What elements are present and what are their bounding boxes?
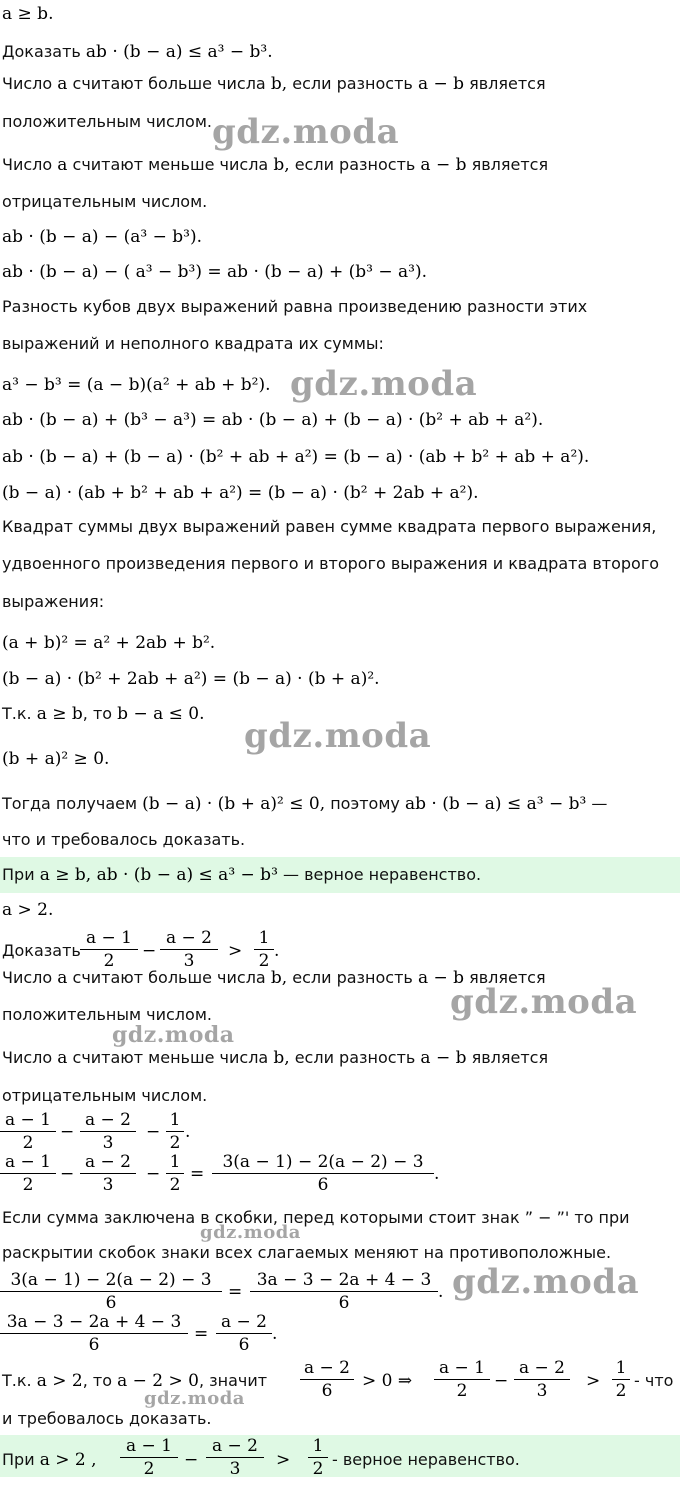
- fraction-bar: [0, 1131, 56, 1132]
- fraction: [254, 928, 274, 971]
- period: .: [438, 1282, 444, 1302]
- text-fragment: , значит: [198, 1371, 268, 1390]
- numerator: a − 2: [518, 1358, 565, 1378]
- numerator: a − 1: [85, 928, 132, 948]
- equation-step5: ab · (b − a) + (b − a) · (b² + ab + a²) = (b − a) · (ab + b² + ab + a²).: [2, 447, 590, 467]
- fraction-bar: [254, 949, 274, 950]
- text-fragment: считают больше числа: [72, 968, 266, 987]
- definition-less-line2: отрицательным числом.: [2, 192, 208, 211]
- math-fragment: a ≥ b: [36, 704, 83, 724]
- definition-greater-line2-2: положительным числом.: [2, 1005, 212, 1024]
- text-fragment: считают больше числа: [72, 74, 266, 93]
- math-fragment: ab · (b − a) ≤ a³ − b³: [404, 794, 587, 814]
- equation-cubes: a³ − b³ = (a − b)(a² + ab + b²).: [2, 375, 271, 395]
- fraction: [80, 1110, 136, 1153]
- watermark-logo: gdz.moda: [244, 716, 432, 756]
- definition-greater-line1: [2, 73, 678, 95]
- text-fragment: При: [2, 865, 35, 884]
- equation-square: (a + b)² = a² + 2ab + b².: [2, 633, 216, 653]
- fraction: [0, 1270, 222, 1313]
- fraction-bar: [206, 1457, 264, 1458]
- equals-sign: =: [190, 1164, 205, 1184]
- numerator: a − 1: [125, 1436, 172, 1456]
- text-fragment: если разность: [294, 1048, 416, 1067]
- equation-expanded: ab · (b − a) − ( a³ − b³) = ab · (b − a) + (b³ − a³).: [2, 262, 428, 282]
- answer-2-start: [2, 1449, 118, 1471]
- text-fragment: если разность: [292, 74, 413, 93]
- numerator: a − 2: [220, 1312, 267, 1332]
- text-fragment: если разность: [294, 155, 416, 174]
- fraction-bar: [308, 1457, 328, 1458]
- square-rule-line3: выражения:: [2, 592, 105, 611]
- numerator: a − 2: [303, 1358, 350, 1378]
- denominator: 2: [312, 1459, 324, 1479]
- watermark-logo: gdz.moda: [112, 1022, 235, 1048]
- fraction: [300, 1358, 354, 1401]
- text-fragment: если разность: [292, 968, 413, 987]
- text-fragment: , то: [82, 1371, 112, 1390]
- numerator: a − 2: [84, 1152, 131, 1172]
- period: .: [272, 1324, 278, 1344]
- fraction: [120, 1436, 178, 1479]
- fraction-bar: [80, 949, 138, 950]
- denominator: 6: [317, 1175, 329, 1195]
- numerator: a − 1: [4, 1110, 51, 1130]
- numerator: 3(a − 1) − 2(a − 2) − 3: [222, 1152, 424, 1172]
- equation-difference: ab · (b − a) − (a³ − b³).: [2, 227, 202, 247]
- text-fragment: Т.к.: [2, 704, 32, 723]
- fraction: [216, 1312, 272, 1355]
- fraction: [514, 1358, 570, 1401]
- denominator: 2: [169, 1133, 181, 1153]
- definition-less-line2-2: отрицательным числом.: [2, 1086, 208, 1105]
- fraction: [160, 928, 218, 971]
- minus-sign: −: [494, 1371, 509, 1391]
- fraction: [0, 1152, 56, 1195]
- math-fragment: a ≥ b, ab · (b − a) ≤ a³ − b³: [39, 865, 278, 885]
- text-fragment: является: [471, 155, 549, 174]
- numerator: 1: [312, 1436, 324, 1456]
- conclusion-line1: [2, 793, 678, 815]
- fraction: [0, 1110, 56, 1153]
- math-fragment: a: [57, 968, 68, 988]
- minus-sign: −: [142, 941, 157, 961]
- watermark-logo: gdz.moda: [200, 1222, 301, 1243]
- text-fragment: —: [591, 794, 608, 813]
- math-fragment: a > 2 ,: [39, 1450, 97, 1470]
- since-line2: и требовалось доказать.: [2, 1409, 212, 1428]
- equation-square-nonneg: (b + a)² ≥ 0.: [2, 749, 110, 769]
- text-fragment: При: [2, 1450, 35, 1469]
- watermark-logo: gdz.moda: [452, 1262, 640, 1302]
- denominator: 3: [102, 1175, 114, 1195]
- denominator: 6: [105, 1293, 117, 1313]
- numerator: 1: [258, 928, 270, 948]
- greater-sign: >: [228, 941, 243, 961]
- denominator: 2: [615, 1381, 627, 1401]
- math-fragment: a − b: [417, 74, 465, 94]
- text-fragment: , то: [82, 704, 113, 723]
- denominator: 2: [258, 951, 270, 971]
- math-fragment: a − b: [420, 1048, 467, 1068]
- fraction: [612, 1358, 630, 1401]
- math-fragment: b,: [270, 968, 288, 988]
- fraction-bar: [434, 1379, 490, 1380]
- given-condition: a ≥ b.: [2, 4, 54, 24]
- period: .: [434, 1164, 440, 1184]
- fraction: [212, 1152, 434, 1195]
- numerator: a − 1: [438, 1358, 485, 1378]
- fraction-bar: [166, 1173, 184, 1174]
- numerator: 3(a − 1) − 2(a − 2) − 3: [10, 1270, 212, 1290]
- math-fragment: a > 2: [36, 1371, 83, 1391]
- math-fragment: (b − a) · (b + a)² ≤ 0,: [142, 794, 326, 814]
- fraction-bar: [216, 1333, 272, 1334]
- math-fragment: b − a ≤ 0.: [117, 704, 205, 724]
- math-fragment: a: [57, 155, 68, 175]
- numerator: 1: [169, 1152, 181, 1172]
- text-fragment: Тогда получаем: [2, 794, 138, 813]
- prove-statement: [2, 41, 678, 63]
- numerator: 1: [615, 1358, 627, 1378]
- denominator: 3: [229, 1459, 241, 1479]
- text-fragment: поэтому: [330, 794, 400, 813]
- denominator: 2: [103, 951, 115, 971]
- denominator: 3: [102, 1133, 114, 1153]
- text-fragment: считают меньше числа: [72, 155, 269, 174]
- equation-step8: (b − a) · (b² + 2ab + a²) = (b − a) · (b + a)².: [2, 669, 380, 689]
- minus-sign: −: [60, 1122, 75, 1142]
- fraction-bar: [514, 1379, 570, 1380]
- numerator: 3a − 3 − 2a + 4 − 3: [256, 1270, 432, 1290]
- definition-less-line1-2: [2, 1047, 678, 1069]
- minus-sign: −: [184, 1450, 199, 1470]
- text-fragment: является: [469, 74, 546, 93]
- since-tail: - что: [634, 1371, 674, 1390]
- conclusion-line2: что и требовалось доказать.: [2, 830, 246, 849]
- text-fragment: считают меньше числа: [72, 1048, 269, 1067]
- implies-expression: > 0 ⇒: [362, 1371, 413, 1391]
- numerator: a − 2: [84, 1110, 131, 1130]
- denominator: 6: [238, 1335, 250, 1355]
- watermark-logo: gdz.moda: [450, 982, 638, 1022]
- period: .: [274, 941, 280, 961]
- minus-sign: −: [146, 1164, 161, 1184]
- prove-label-2: Доказать: [2, 941, 81, 960]
- denominator: 3: [183, 951, 195, 971]
- math-fragment: a − b: [420, 155, 467, 175]
- prove-expression: ab · (b − a) ≤ a³ − b³.: [85, 42, 273, 62]
- watermark-logo: gdz.moda: [212, 112, 400, 152]
- minus-sign: −: [146, 1122, 161, 1142]
- period: .: [185, 1122, 191, 1142]
- equation-step4: ab · (b − a) + (b³ − a³) = ab · (b − a) + (b − a) · (b² + ab + a²).: [2, 410, 544, 430]
- fraction: [250, 1270, 438, 1313]
- minus-sign: −: [60, 1164, 75, 1184]
- numerator: a − 1: [4, 1152, 51, 1172]
- cubes-rule-line2: выражений и неполного квадрата их суммы:: [2, 334, 384, 353]
- text-fragment: Число: [2, 1048, 53, 1067]
- brackets-rule-line1: Если сумма заключена в скобки, перед которыми стоит знак ” − ”' то при: [2, 1208, 630, 1227]
- fraction: [166, 1110, 184, 1153]
- text-fragment: Т.к.: [2, 1371, 32, 1390]
- denominator: 3: [536, 1381, 548, 1401]
- answer-2-tail: - верное неравенство.: [332, 1450, 520, 1469]
- square-rule-line1: Квадрат суммы двух выражений равен сумме квадрата первого выражения,: [2, 517, 657, 536]
- math-fragment: a − 2 > 0: [117, 1371, 199, 1391]
- cubes-rule-line1: Разность кубов двух выражений равна произведению разности этих: [2, 297, 588, 316]
- fraction-bar: [0, 1173, 56, 1174]
- numerator: 1: [169, 1110, 181, 1130]
- equation-step6: (b − a) · (ab + b² + ab + a²) = (b − a) · (b² + 2ab + a²).: [2, 483, 479, 503]
- fraction-bar: [80, 1131, 136, 1132]
- math-fragment: b,: [273, 155, 290, 175]
- fraction: [206, 1436, 264, 1479]
- fraction-bar: [0, 1291, 222, 1292]
- brackets-rule-line2: раскрытии скобок знаки всех слагаемых меняют на противоположные.: [2, 1243, 612, 1262]
- fraction-bar: [166, 1131, 184, 1132]
- text-fragment: Число: [2, 155, 53, 174]
- denominator: 2: [456, 1381, 468, 1401]
- math-fragment: a: [57, 1048, 68, 1068]
- fraction-bar: [212, 1173, 434, 1174]
- fraction-bar: [160, 949, 218, 950]
- fraction-bar: [80, 1173, 136, 1174]
- math-fragment: b,: [273, 1048, 290, 1068]
- numerator: 3a − 3 − 2a + 4 − 3: [6, 1312, 182, 1332]
- fraction: [166, 1152, 184, 1195]
- definition-less-line1: [2, 154, 678, 176]
- fraction-bar: [300, 1379, 354, 1380]
- denominator: 2: [22, 1175, 34, 1195]
- definition-greater-line2: положительным числом.: [2, 112, 212, 131]
- denominator: 6: [88, 1335, 100, 1355]
- fraction: [80, 928, 138, 971]
- math-fragment: a: [57, 74, 68, 94]
- watermark-logo: gdz.moda: [144, 1388, 245, 1409]
- equals-sign: =: [194, 1324, 209, 1344]
- denominator: 6: [321, 1381, 333, 1401]
- fraction: [308, 1436, 328, 1479]
- fraction-bar: [0, 1333, 188, 1334]
- greater-sign: >: [276, 1450, 291, 1470]
- given-condition-2: a > 2.: [2, 900, 54, 920]
- denominator: 2: [169, 1175, 181, 1195]
- math-fragment: a − b: [417, 968, 465, 988]
- square-rule-line2: удвоенного произведения первого и второго выражения и квадрата второго: [2, 554, 660, 573]
- denominator: 2: [22, 1133, 34, 1153]
- greater-sign: >: [586, 1371, 601, 1391]
- fraction-bar: [612, 1379, 630, 1380]
- text-fragment: — верное неравенство.: [282, 865, 482, 884]
- text-fragment: Число: [2, 74, 53, 93]
- numerator: a − 2: [211, 1436, 258, 1456]
- equals-sign: =: [228, 1282, 243, 1302]
- text-fragment: является: [469, 968, 546, 987]
- text-fragment: является: [471, 1048, 549, 1067]
- fraction: [80, 1152, 136, 1195]
- denominator: 6: [338, 1293, 350, 1313]
- fraction-bar: [120, 1457, 178, 1458]
- prove-label: Доказать: [2, 42, 81, 61]
- fraction: [434, 1358, 490, 1401]
- math-fragment: b,: [270, 74, 288, 94]
- denominator: 2: [143, 1459, 155, 1479]
- fraction: [0, 1312, 188, 1355]
- watermark-logo: gdz.moda: [290, 364, 478, 404]
- fraction-bar: [250, 1291, 438, 1292]
- text-fragment: Число: [2, 968, 53, 987]
- numerator: a − 2: [165, 928, 212, 948]
- answer-1: [2, 864, 678, 886]
